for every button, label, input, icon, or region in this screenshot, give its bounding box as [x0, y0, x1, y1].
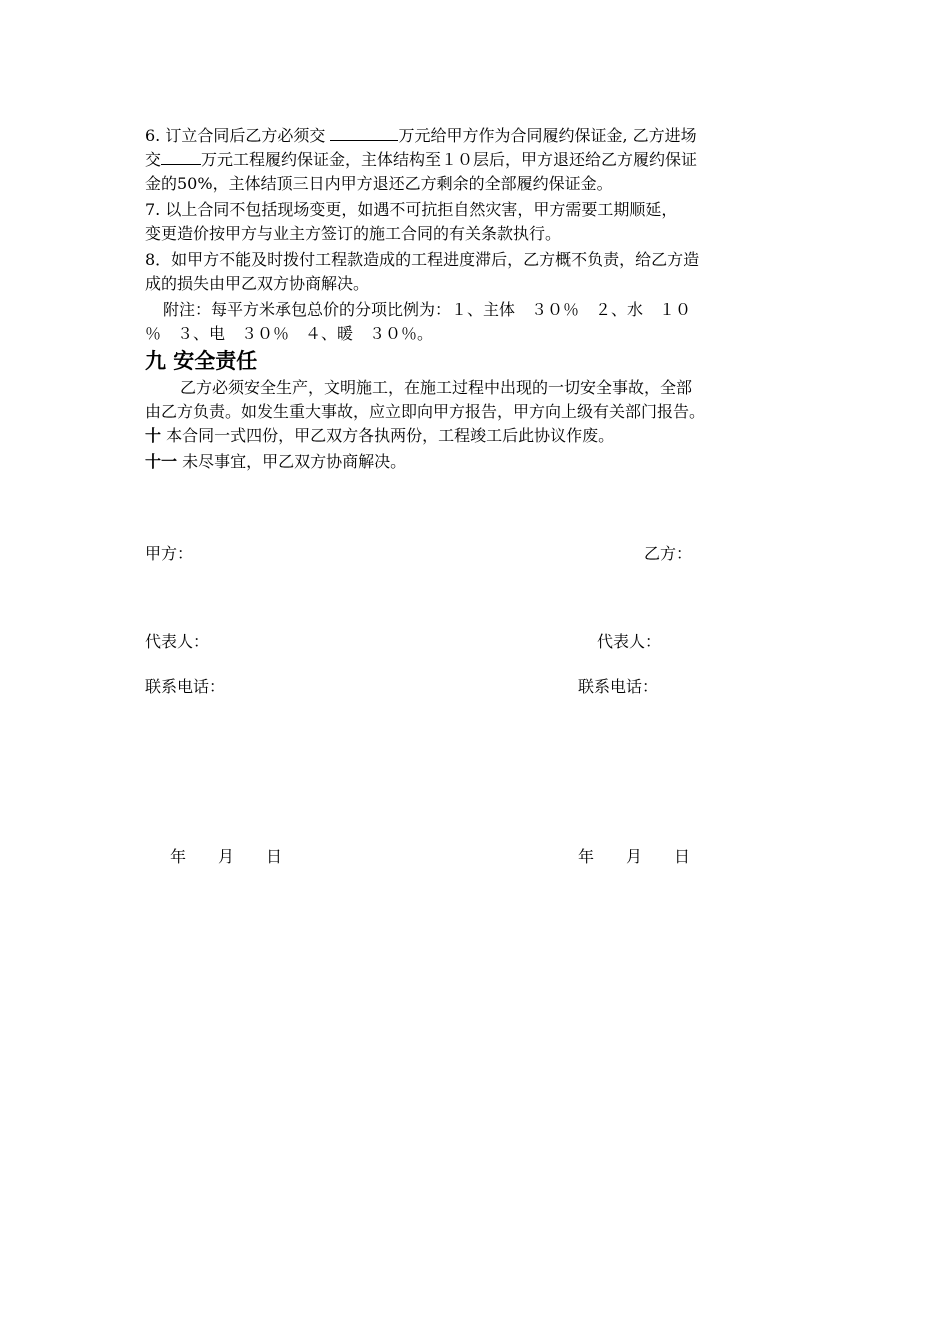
date-left: 年 月 日: [170, 847, 283, 866]
section11-number: 十一: [145, 452, 178, 471]
party-a-label: 甲方：: [145, 544, 194, 563]
clause6-text: 交: [145, 150, 162, 169]
clause6-text: 万元给甲方作为合同履约保证金, 乙方进场: [398, 126, 697, 145]
clause7-line2: 变更造价按甲方与业主方签订的施工合同的有关条款执行。: [145, 224, 562, 243]
clause8-line2: 成的损失由甲乙双方协商解决。: [145, 274, 370, 293]
clause8-line1: 8．如甲方不能及时拨付工程款造成的工程进度滞后，乙方概不负责，给乙方造: [145, 250, 700, 269]
party-b-label: 乙方：: [644, 544, 693, 563]
rep-b-label: 代表人：: [597, 632, 662, 651]
clause6-text: 万元工程履约保证金，主体结构至１０层后，甲方退还给乙方履约保证: [201, 150, 698, 169]
section10: [145, 424, 614, 448]
clause6-line3: 金的50%，主体结顶三日内甲方退还乙方剩余的全部履约保证金。: [145, 174, 613, 193]
note-line2: ％ ３、电 ３０％ ４、暖 ３０％。: [145, 324, 434, 343]
section10-text: 本合同一式四份，甲乙双方各执两份，工程竣工后此协议作废。: [161, 426, 615, 445]
note-line1: 附注：每平方米承包总价的分项比例为：１、主体 ３０％ ２、水 １０: [163, 300, 692, 319]
section9-line1: 乙方必须安全生产，文明施工，在施工过程中出现的一切安全事故，全部: [180, 378, 693, 397]
clause7-line1: 7. 以上合同不包括现场变更，如遇不可抗拒自然灾害，甲方需要工期顺延，: [145, 200, 678, 219]
section11: [145, 450, 406, 474]
section9-title: 九 安全责任: [145, 349, 258, 373]
section10-number: 十: [145, 426, 162, 445]
section11-text: 未尽事宜，甲乙双方协商解决。: [177, 452, 407, 471]
bond-blank: [161, 148, 201, 165]
section9-line2: 由乙方负责。如发生重大事故，应立即向甲方报告，甲方向上级有关部门报告。: [145, 402, 706, 421]
rep-a-label: 代表人：: [145, 632, 210, 651]
deposit-blank: [330, 124, 398, 141]
phone-a-label: 联系电话：: [145, 677, 226, 696]
clause6-text: 6. 订立合同后乙方必须交: [145, 126, 331, 145]
date-right: 年 月 日: [578, 847, 691, 866]
clause6-line1: [145, 124, 697, 148]
phone-b-label: 联系电话：: [578, 677, 659, 696]
clause6-line2: [145, 148, 697, 172]
